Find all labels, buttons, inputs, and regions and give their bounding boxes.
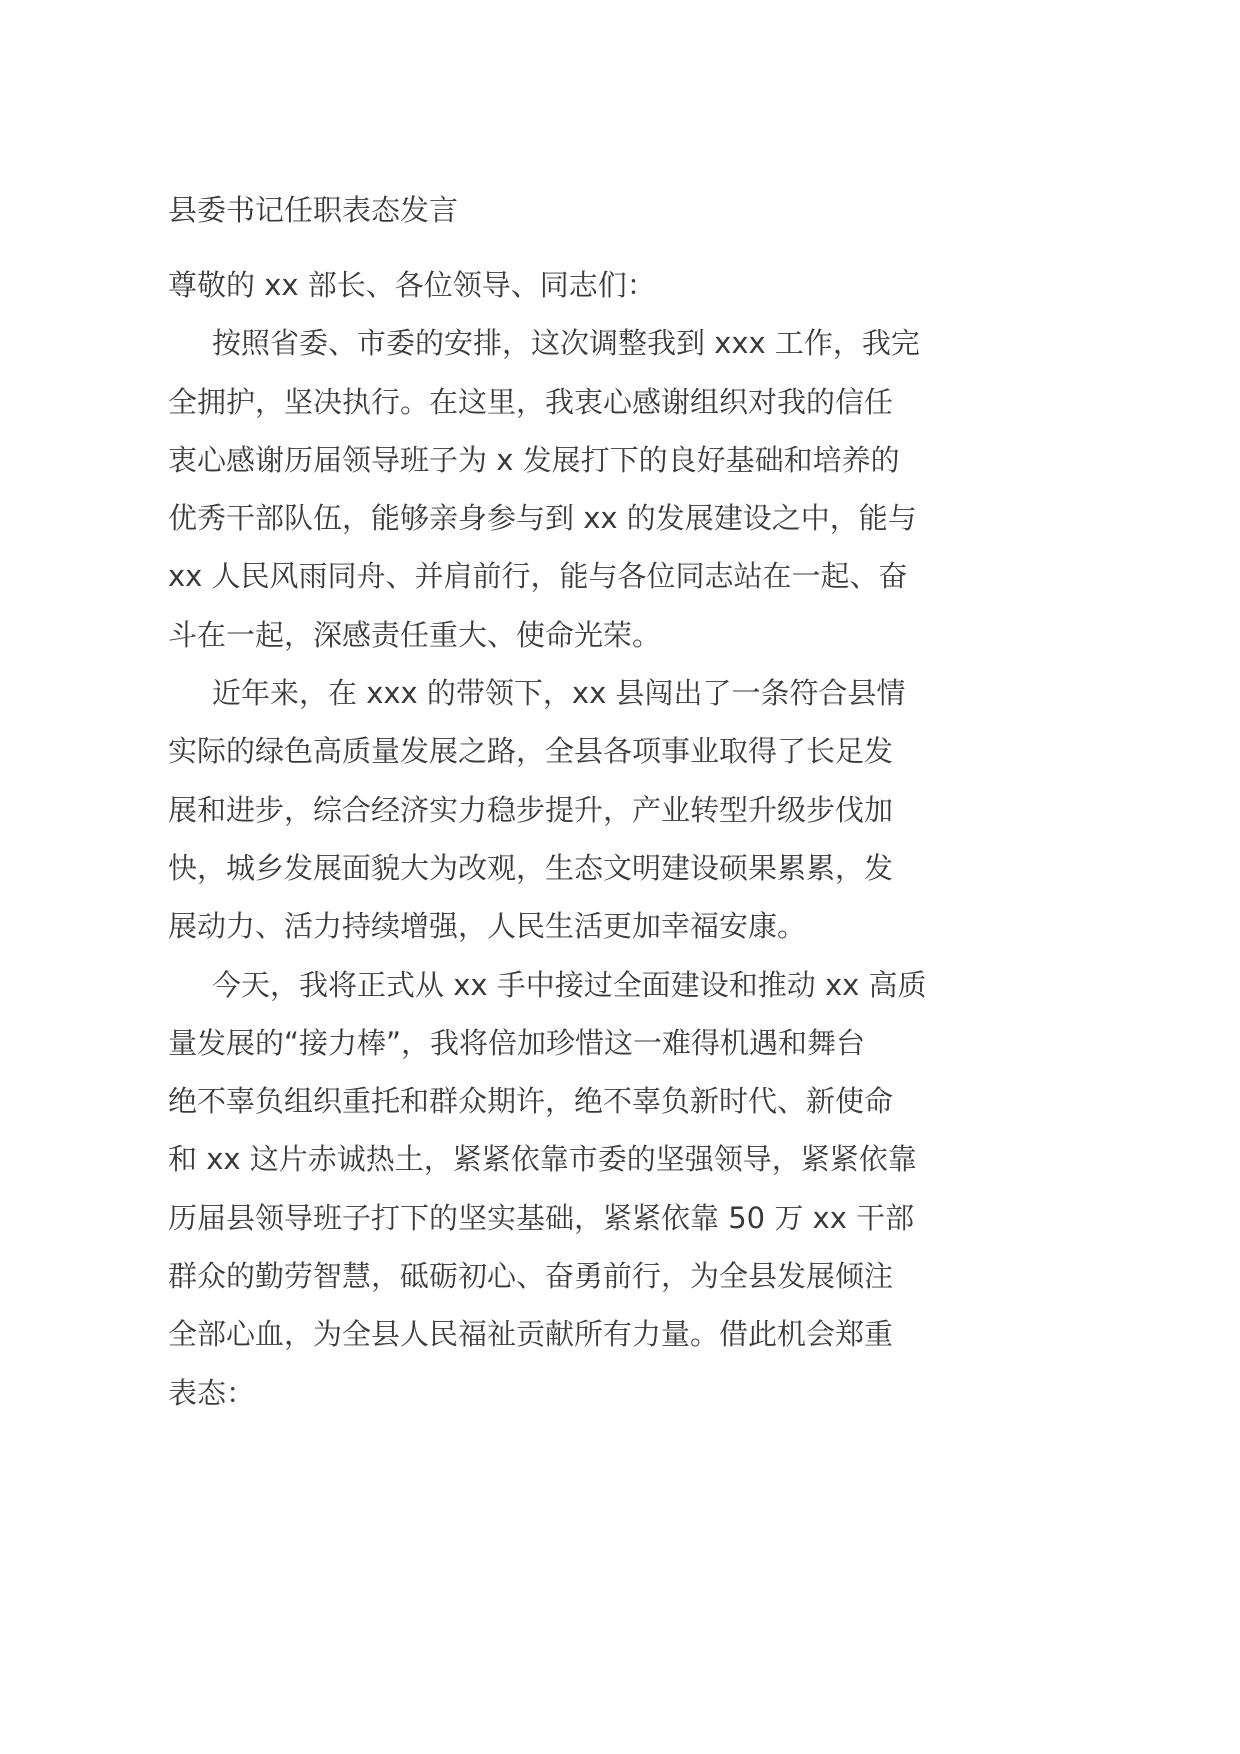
text-line: 实际的绿色高质量发展之路，全县各项事业取得了长足发 <box>168 734 894 769</box>
text-line: 斗在一起，深感责任重大、使命光荣。 <box>168 617 662 652</box>
text-line: 尊敬的 xx 部长、各位领导、同志们： <box>168 268 656 302</box>
text-line: 快，城乡发展面貌大为改观，生态文明建设硕果累累，发 <box>168 850 894 885</box>
text-line: 展动力、活力持续增强，人民生活更加幸福安康。 <box>168 909 807 944</box>
text-line: 近年来，在 xxx 的带领下，xx 县闯出了一条符合县情 <box>212 676 906 711</box>
text-line: 今天，我将正式从 xx 手中接过全面建设和推动 xx 高质 <box>212 967 927 1002</box>
text-line: 表态： <box>168 1375 256 1410</box>
text-line: 绝不辜负组织重托和群众期许，绝不辜负新时代、新使命 <box>168 1084 894 1119</box>
text-line: 全部心血，为全县人民福祉贡献所有力量。借此机会郑重 <box>168 1317 894 1352</box>
text-line: 全拥护，坚决执行。在这里，我衷心感谢组织对我的信任 <box>168 384 894 419</box>
text-line: 展和进步，综合经济实力稳步提升，产业转型升级步伐加 <box>168 792 894 827</box>
text-line: 群众的勤劳智慧，砥砺初心、奋勇前行，为全县发展倾注 <box>168 1259 894 1294</box>
text-line: xx 人民风雨同舟、并肩前行，能与各位同志站在一起、奋 <box>168 559 908 594</box>
text-line: 优秀干部队伍，能够亲身参与到 xx 的发展建设之中，能与 <box>168 501 917 536</box>
text-line: 历届县领导班子打下的坚实基础，紧紧依靠 50 万 xx 干部 <box>168 1200 915 1235</box>
document-body <box>168 265 948 1431</box>
text-line: 按照省委、市委的安排，这次调整我到 xxx 工作，我完 <box>212 326 920 361</box>
text-line: 量发展的“接力棒”，我将倍加珍惜这一难得机遇和舞台 <box>168 1025 866 1060</box>
text-line: 衷心感谢历届领导班子为 x 发展打下的良好基础和培养的 <box>168 442 900 477</box>
document-title: 县委书记任职表态发言 <box>168 193 459 227</box>
text-line: 和 xx 这片赤诚热土，紧紧依靠市委的坚强领导，紧紧依靠 <box>168 1142 917 1177</box>
